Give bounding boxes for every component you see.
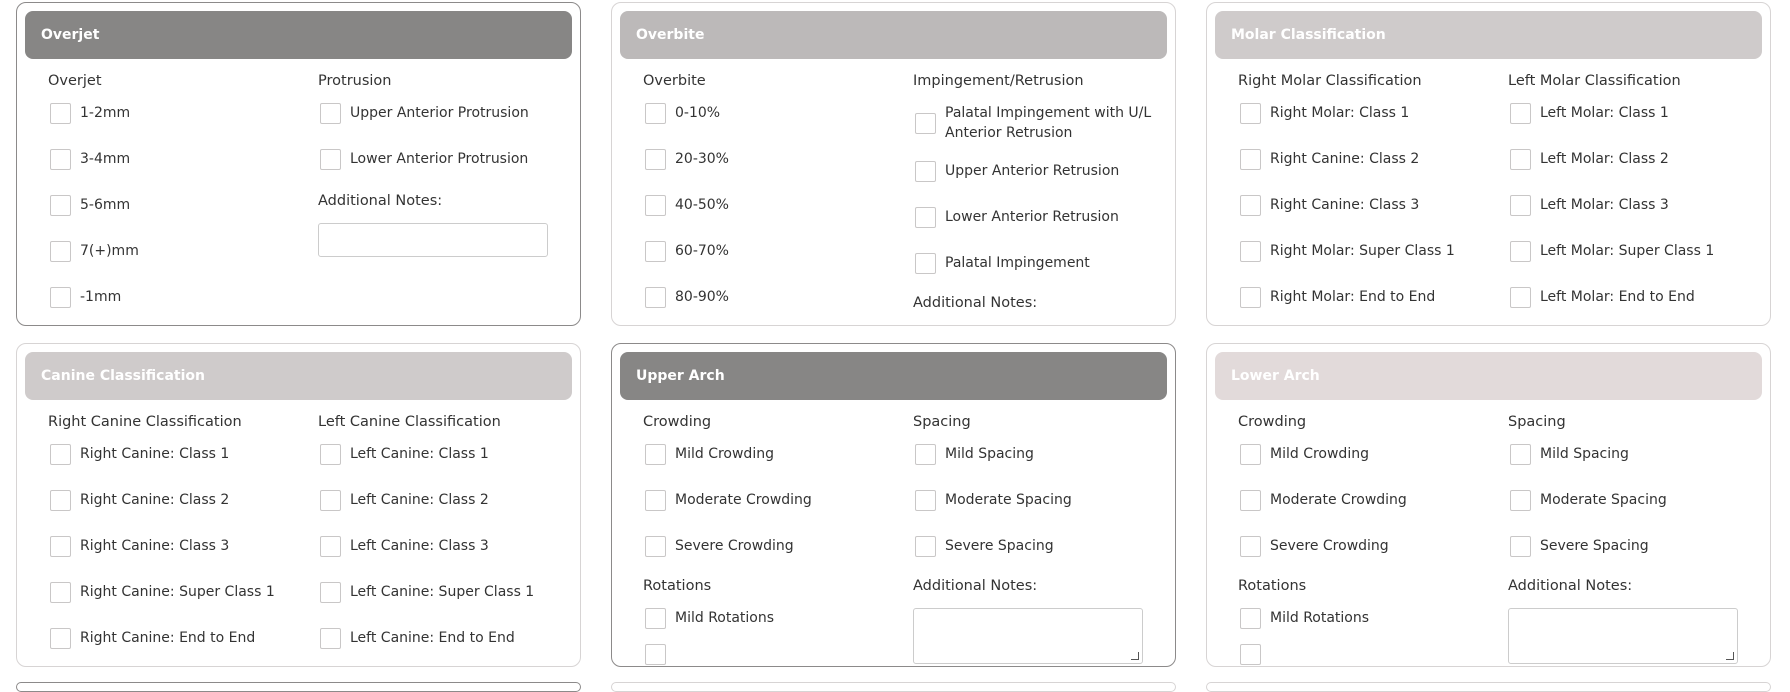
- upper-crowding-option[interactable]: [643, 444, 893, 490]
- upper-spacing-title: Spacing: [913, 414, 971, 430]
- option-label: Lower Anterior Protrusion: [350, 151, 529, 167]
- left-molar-option[interactable]: [1508, 287, 1758, 326]
- checkbox[interactable]: [645, 444, 666, 465]
- checkbox[interactable]: [1510, 241, 1531, 262]
- option-label: 60-70%: [675, 243, 729, 259]
- overbite-option[interactable]: [643, 103, 893, 149]
- checkbox[interactable]: [1510, 444, 1531, 465]
- impingement-column: [913, 71, 1163, 325]
- lower-crowding-column: [1238, 412, 1488, 665]
- option-label: 3-4mm: [80, 151, 131, 167]
- option-label: Right Canine: Class 1: [80, 446, 230, 462]
- right-canine-option[interactable]: [48, 490, 298, 536]
- right-canine-option[interactable]: [48, 536, 298, 582]
- notes-input[interactable]: [318, 223, 548, 257]
- right-molar-option[interactable]: [1238, 195, 1488, 241]
- checkbox[interactable]: [645, 536, 666, 557]
- checkbox[interactable]: [1240, 195, 1261, 216]
- option-label: Left Canine: Class 3: [350, 538, 489, 554]
- left-canine-option[interactable]: [318, 444, 568, 490]
- lower-rotations-option[interactable]: [1238, 608, 1488, 654]
- option-label: 40-50%: [675, 197, 729, 213]
- next-card-edge: [16, 682, 581, 692]
- notes-label: Additional Notes:: [318, 193, 443, 209]
- checkbox[interactable]: [1240, 444, 1261, 465]
- checkbox[interactable]: [645, 149, 666, 170]
- checkbox[interactable]: [915, 161, 936, 182]
- overjet-option[interactable]: [48, 103, 298, 149]
- protrusion-option[interactable]: [318, 103, 568, 149]
- option-label: Right Canine: Class 3: [80, 538, 230, 554]
- checkbox[interactable]: [1510, 149, 1531, 170]
- option-label: Severe Crowding: [675, 538, 794, 554]
- right-canine-option[interactable]: [48, 444, 298, 490]
- upper-spacing-option[interactable]: [913, 536, 1163, 582]
- checkbox[interactable]: [1510, 490, 1531, 511]
- checkbox[interactable]: [1240, 241, 1261, 262]
- checkbox[interactable]: [1240, 490, 1261, 511]
- option-label: Right Canine: Super Class 1: [80, 584, 275, 600]
- left-molar-option[interactable]: [1508, 149, 1758, 195]
- option-label: Right Molar: Super Class 1: [1270, 243, 1455, 259]
- option-label: Left Canine: End to End: [350, 630, 515, 646]
- option-label: Moderate Spacing: [945, 492, 1072, 508]
- option-label: Mild Spacing: [945, 446, 1034, 462]
- checkbox[interactable]: [645, 195, 666, 216]
- option-label: Right Canine: Class 2: [1270, 151, 1420, 167]
- checkbox[interactable]: [1240, 608, 1261, 629]
- checkbox[interactable]: [915, 253, 936, 274]
- lower-spacing-option[interactable]: [1508, 490, 1758, 536]
- overbite-option[interactable]: [643, 287, 893, 326]
- checkbox[interactable]: [915, 207, 936, 228]
- overbite-header[interactable]: Overbite: [620, 11, 1167, 59]
- checkbox[interactable]: [50, 103, 71, 124]
- checkbox[interactable]: [645, 490, 666, 511]
- lower-crowding-option[interactable]: [1238, 444, 1488, 490]
- left-canine-option[interactable]: [318, 582, 568, 628]
- option-label: Mild Rotations: [675, 610, 775, 626]
- checkbox[interactable]: [915, 113, 936, 134]
- option-label: Right Canine: Class 3: [1270, 197, 1420, 213]
- checkbox[interactable]: [645, 608, 666, 629]
- overjet-column-title: Overjet: [48, 73, 102, 89]
- right-molar-column: [1238, 71, 1488, 326]
- option-label: Left Molar: Class 3: [1540, 197, 1669, 213]
- impingement-option[interactable]: [913, 161, 1163, 207]
- right-canine-option[interactable]: [48, 628, 298, 667]
- lower-spacing-option[interactable]: [1508, 444, 1758, 490]
- left-molar-column: [1508, 71, 1758, 326]
- protrusion-option[interactable]: [318, 149, 568, 195]
- notes-label: Additional Notes:: [913, 578, 1038, 594]
- protrusion-column-title: Protrusion: [318, 73, 392, 89]
- option-label: Mild Crowding: [675, 446, 774, 462]
- checkbox[interactable]: [1240, 103, 1261, 124]
- overjet-option[interactable]: [48, 241, 298, 287]
- checkbox[interactable]: [320, 149, 341, 170]
- upper-crowding-option[interactable]: [643, 490, 893, 536]
- option-label: Left Canine: Class 1: [350, 446, 489, 462]
- option-label: Severe Spacing: [1540, 538, 1649, 554]
- protrusion-column: [318, 71, 568, 257]
- option-label: Left Canine: Class 2: [350, 492, 489, 508]
- checkbox[interactable]: [50, 195, 71, 216]
- option-label: 5-6mm: [80, 197, 131, 213]
- option-label: Right Canine: End to End: [80, 630, 256, 646]
- checkbox[interactable]: [645, 103, 666, 124]
- overbite-column-title: Overbite: [643, 73, 706, 89]
- option-label: Mild Spacing: [1540, 446, 1629, 462]
- overbite-column: [643, 71, 893, 326]
- next-card-edge: [611, 682, 1176, 692]
- overbite-option[interactable]: [643, 149, 893, 195]
- right-molar-option[interactable]: [1238, 241, 1488, 287]
- checkbox[interactable]: [320, 582, 341, 603]
- checkbox[interactable]: [1240, 149, 1261, 170]
- impingement-column-title: Impingement/Retrusion: [913, 73, 1084, 89]
- overbite-card: [611, 2, 1176, 326]
- checkbox[interactable]: [1510, 536, 1531, 557]
- upper-rotations-option[interactable]: [643, 608, 893, 654]
- option-label: Left Canine: Super Class 1: [350, 584, 535, 600]
- right-canine-column-title: Right Canine Classification: [48, 414, 242, 430]
- checkbox[interactable]: [50, 628, 71, 649]
- option-label: Palatal Impingement: [945, 255, 1090, 271]
- impingement-option[interactable]: [913, 103, 1163, 161]
- lower-spacing-option[interactable]: [1508, 536, 1758, 582]
- upper-crowding-column: [643, 412, 893, 665]
- option-label: -1mm: [80, 289, 122, 305]
- left-molar-option[interactable]: [1508, 103, 1758, 149]
- lower-crowding-title: Crowding: [1238, 414, 1307, 430]
- option-label: Moderate Crowding: [1270, 492, 1407, 508]
- upper-spacing-column: [913, 412, 1163, 664]
- option-label: Upper Anterior Protrusion: [350, 105, 529, 121]
- option-label: 0-10%: [675, 105, 721, 121]
- option-label: Severe Crowding: [1270, 538, 1389, 554]
- upper-rotations-title: Rotations: [643, 578, 712, 594]
- option-label: Right Molar: Class 1: [1270, 105, 1410, 121]
- left-canine-option[interactable]: [318, 628, 568, 667]
- upper-arch-header[interactable]: Upper Arch: [620, 352, 1167, 400]
- checkbox[interactable]: [1510, 195, 1531, 216]
- left-canine-option[interactable]: [318, 490, 568, 536]
- lower-arch-header[interactable]: Lower Arch: [1215, 352, 1762, 400]
- option-label: Left Molar: Super Class 1: [1540, 243, 1715, 259]
- overjet-option[interactable]: [48, 149, 298, 195]
- overjet-card: [16, 2, 581, 326]
- checkbox[interactable]: [50, 490, 71, 511]
- left-canine-column-title: Left Canine Classification: [318, 414, 501, 430]
- lower-rotations-title: Rotations: [1238, 578, 1307, 594]
- notes-label: Additional Notes:: [1508, 578, 1633, 594]
- impingement-option[interactable]: [913, 253, 1163, 299]
- left-molar-column-title: Left Molar Classification: [1508, 73, 1681, 89]
- upper-spacing-option[interactable]: [913, 490, 1163, 536]
- left-molar-option[interactable]: [1508, 195, 1758, 241]
- lower-arch-card: [1206, 343, 1771, 667]
- right-molar-column-title: Right Molar Classification: [1238, 73, 1422, 89]
- checkbox[interactable]: [50, 536, 71, 557]
- option-label: Right Molar: End to End: [1270, 289, 1436, 305]
- left-canine-column: [318, 412, 568, 667]
- overjet-option[interactable]: [48, 195, 298, 241]
- next-card-edge: [1206, 682, 1771, 692]
- checkbox[interactable]: [1510, 103, 1531, 124]
- canine-card: [16, 343, 581, 667]
- lower-crowding-option[interactable]: [1238, 536, 1488, 582]
- checkbox[interactable]: [50, 241, 71, 262]
- checkbox[interactable]: [50, 287, 71, 308]
- option-label: Mild Crowding: [1270, 446, 1369, 462]
- left-canine-option[interactable]: [318, 536, 568, 582]
- lower-spacing-column: [1508, 412, 1758, 664]
- checkbox[interactable]: [1510, 287, 1531, 308]
- option-label: Palatal Impingement with U/L Anterior Retrusion: [945, 105, 1152, 141]
- molar-header[interactable]: Molar Classification: [1215, 11, 1762, 59]
- option-label: 20-30%: [675, 151, 729, 167]
- checkbox[interactable]: [1240, 287, 1261, 308]
- molar-card: [1206, 2, 1771, 326]
- overjet-header[interactable]: Overjet: [25, 11, 572, 59]
- overjet-column: [48, 71, 298, 326]
- notes-textarea[interactable]: [1508, 608, 1738, 664]
- checkbox[interactable]: [50, 149, 71, 170]
- checkbox[interactable]: [915, 490, 936, 511]
- upper-crowding-title: Crowding: [643, 414, 712, 430]
- checkbox[interactable]: [915, 536, 936, 557]
- option-label: 1-2mm: [80, 105, 131, 121]
- checkbox[interactable]: [645, 287, 666, 308]
- left-molar-option[interactable]: [1508, 241, 1758, 287]
- checkbox[interactable]: [645, 241, 666, 262]
- option-label: Mild Rotations: [1270, 610, 1370, 626]
- lower-crowding-option[interactable]: [1238, 490, 1488, 536]
- option-label: 7(+)mm: [80, 243, 139, 259]
- overbite-option[interactable]: [643, 195, 893, 241]
- impingement-option[interactable]: [913, 207, 1163, 253]
- option-label: Severe Spacing: [945, 538, 1054, 554]
- checkbox[interactable]: [915, 444, 936, 465]
- checkbox[interactable]: [320, 628, 341, 649]
- checkbox[interactable]: [50, 582, 71, 603]
- option-label: Left Molar: Class 2: [1540, 151, 1669, 167]
- notes-textarea[interactable]: [913, 608, 1143, 664]
- option-label: Upper Anterior Retrusion: [945, 163, 1120, 179]
- option-label: Left Molar: End to End: [1540, 289, 1695, 305]
- right-molar-option[interactable]: [1238, 287, 1488, 326]
- canine-header[interactable]: Canine Classification: [25, 352, 572, 400]
- checkbox[interactable]: [1240, 536, 1261, 557]
- right-molar-option[interactable]: [1238, 103, 1488, 149]
- option-label: Right Canine: Class 2: [80, 492, 230, 508]
- lower-spacing-title: Spacing: [1508, 414, 1566, 430]
- option-label: 80-90%: [675, 289, 729, 305]
- option-label: Moderate Spacing: [1540, 492, 1667, 508]
- checkbox[interactable]: [320, 490, 341, 511]
- checkbox[interactable]: [320, 536, 341, 557]
- overbite-option[interactable]: [643, 241, 893, 287]
- upper-crowding-option[interactable]: [643, 536, 893, 582]
- checkbox[interactable]: [320, 103, 341, 124]
- right-canine-option[interactable]: [48, 582, 298, 628]
- overjet-option[interactable]: [48, 287, 298, 326]
- right-molar-option[interactable]: [1238, 149, 1488, 195]
- upper-spacing-option[interactable]: [913, 444, 1163, 490]
- checkbox[interactable]: [50, 444, 71, 465]
- checkbox[interactable]: [320, 444, 341, 465]
- option-label: Moderate Crowding: [675, 492, 812, 508]
- right-canine-column: [48, 412, 298, 667]
- option-label: Left Molar: Class 1: [1540, 105, 1669, 121]
- option-label: Lower Anterior Retrusion: [945, 209, 1119, 225]
- upper-arch-card: [611, 343, 1176, 667]
- notes-label: Additional Notes:: [913, 295, 1038, 311]
